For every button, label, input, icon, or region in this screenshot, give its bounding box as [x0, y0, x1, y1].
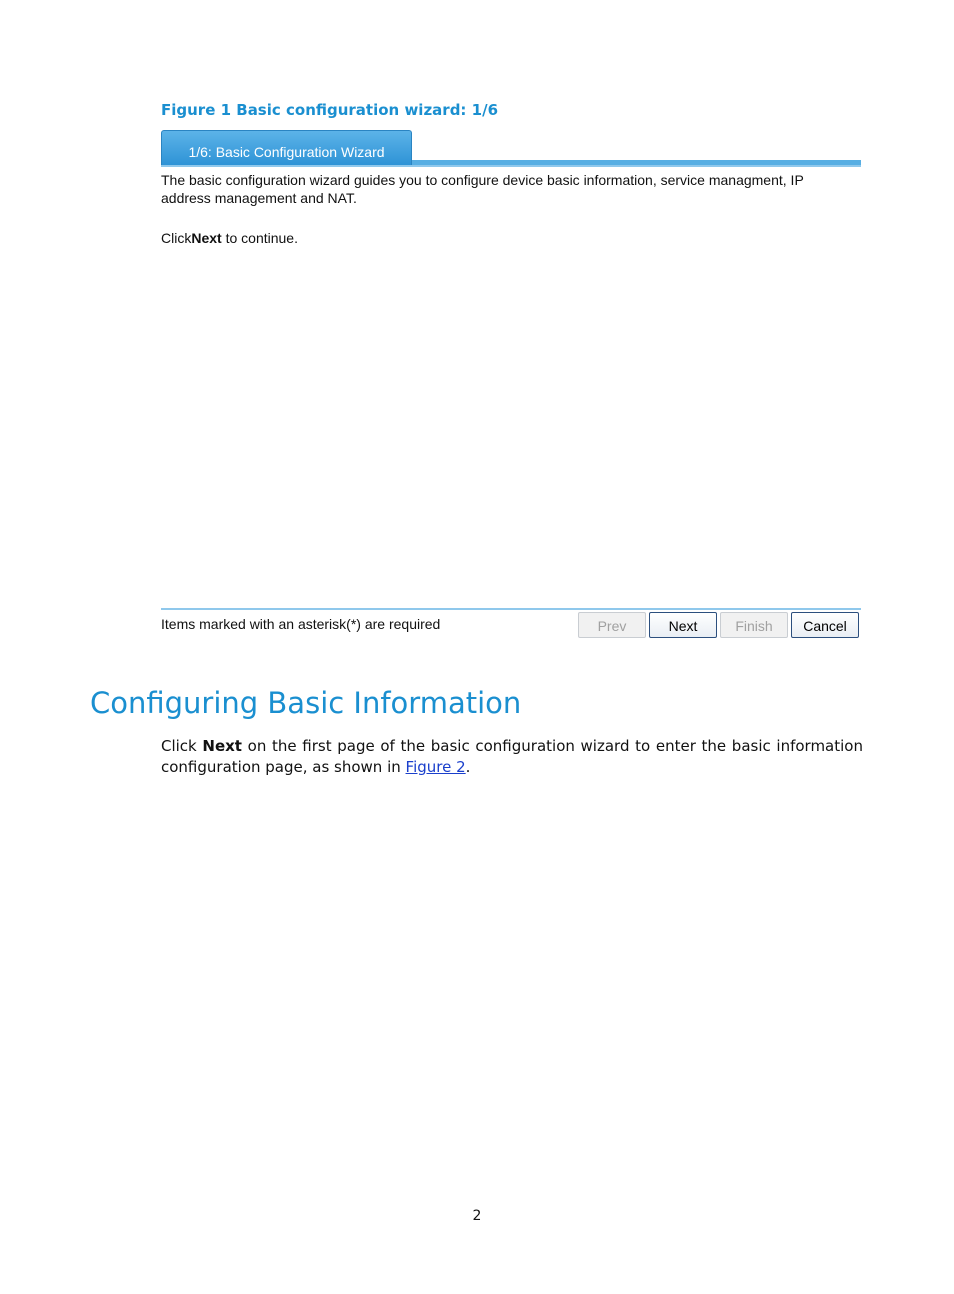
finish-button[interactable]: Finish: [720, 612, 788, 638]
wizard-screenshot: [160, 130, 862, 640]
paragraph-suffix: .: [465, 758, 471, 776]
wizard-body: [161, 171, 851, 247]
figure-2-link[interactable]: Figure 2: [405, 758, 466, 776]
continue-suffix: to continue.: [221, 230, 298, 246]
required-fields-note: Items marked with an asterisk(*) are required: [161, 616, 441, 632]
section-paragraph: [161, 736, 863, 778]
wizard-description: The basic configuration wizard guides you to configure device basic information, service managment, IP address management and NAT.: [161, 172, 804, 206]
paragraph-middle: on the first page of the basic configuration wizard to enter the basic information configuration page, as shown in: [161, 737, 863, 776]
wizard-tab-title[interactable]: 1/6: Basic Configuration Wizard: [161, 130, 412, 165]
paragraph-prefix: Click: [161, 737, 203, 755]
section-heading: Configuring Basic Information: [90, 686, 522, 720]
prev-button[interactable]: Prev: [578, 612, 646, 638]
continue-prefix: Click: [161, 230, 192, 246]
wizard-continue-text: [161, 229, 851, 247]
wizard-tab-divider: [161, 165, 861, 167]
page-number: 2: [472, 1208, 482, 1224]
continue-next-keyword: Next: [191, 230, 222, 246]
figure-caption: Figure 1 Basic configuration wizard: 1/6: [161, 101, 499, 119]
next-button[interactable]: Next: [649, 612, 717, 638]
paragraph-next-keyword: Next: [202, 737, 242, 755]
wizard-footer-divider: [161, 608, 861, 610]
cancel-button[interactable]: Cancel: [791, 612, 859, 638]
